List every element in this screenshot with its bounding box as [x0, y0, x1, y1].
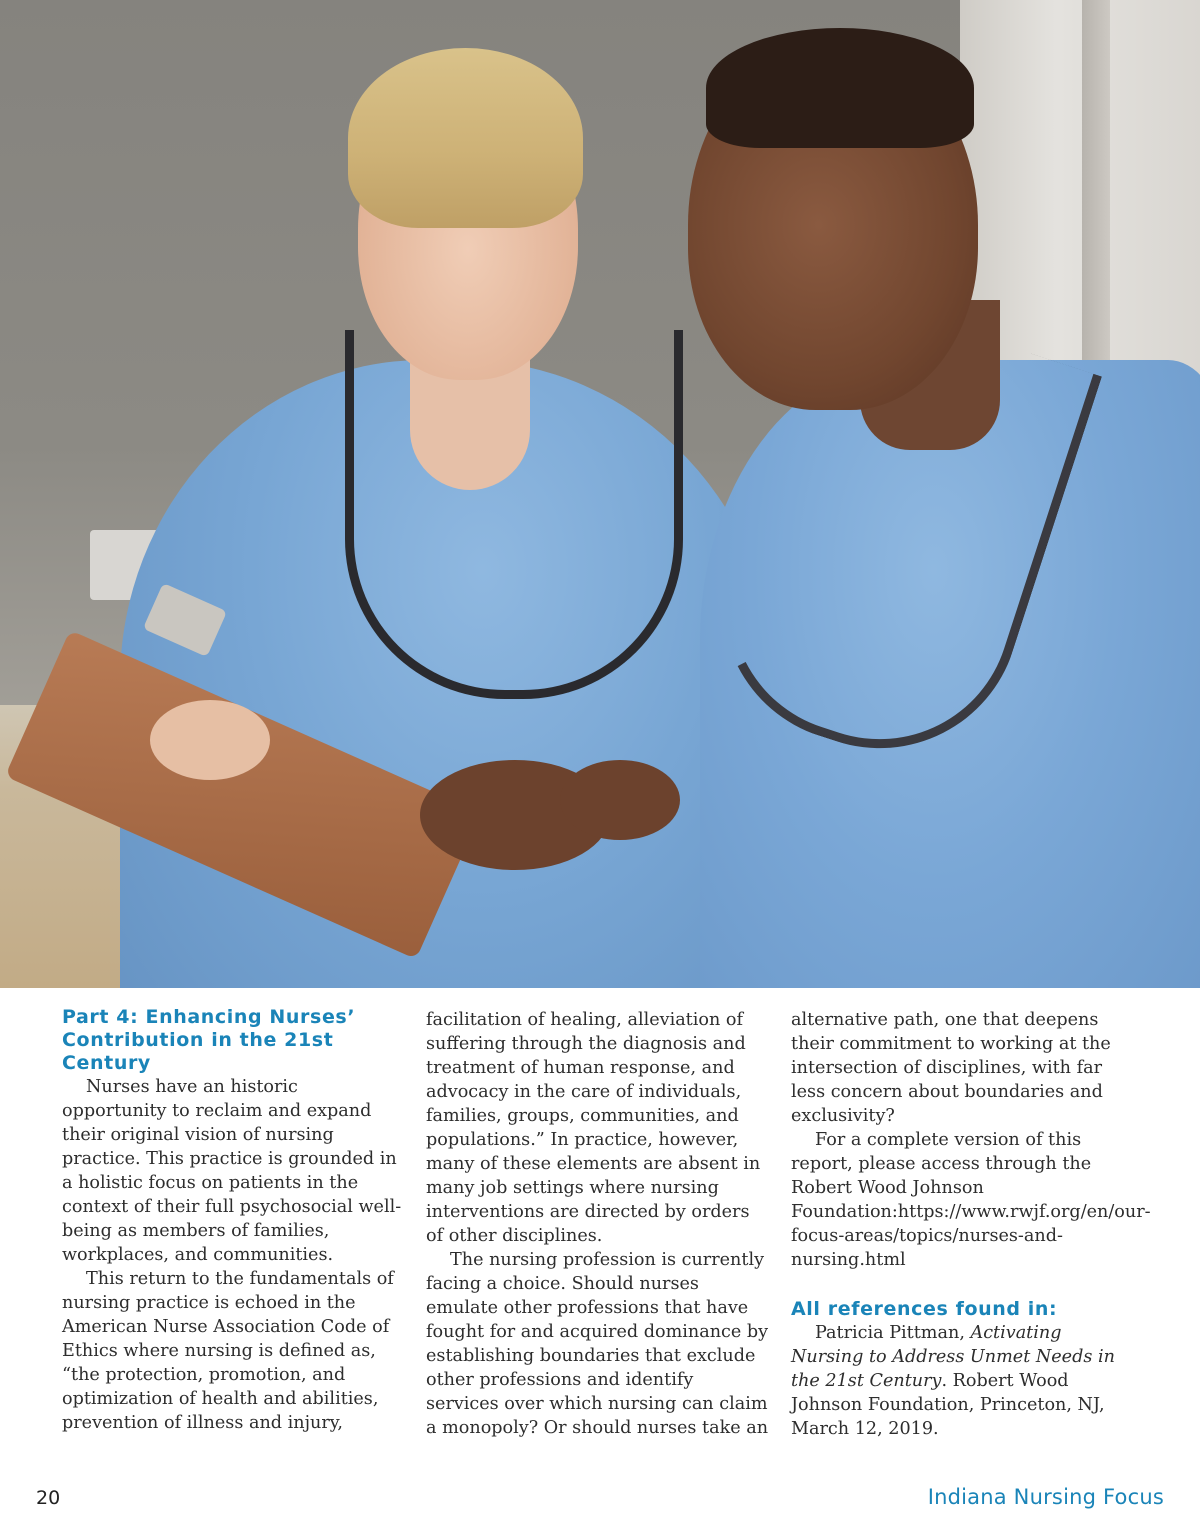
- reference-citation: [791, 1321, 1136, 1441]
- references-heading: All references found in:: [791, 1298, 1058, 1320]
- male-nurse-hand: [560, 760, 680, 840]
- page-number: 20: [36, 1487, 61, 1509]
- article-paragraph: The nursing profession is currently facing a choice. Should nurses emulate other professions that have fought for and acquired dominance by establishing boundaries that exclude other professions and identify services over which nursing can claim a monopoly? Or should nurses take an: [426, 1250, 769, 1438]
- article-paragraph: For a complete version of this report, please access through the Robert Wood Johnson Foundation:https://www.rwjf.org/en/our-focus-areas/topics/nurses-and-nursing.html: [791, 1130, 1151, 1270]
- article-paragraph: Nurses have an historic opportunity to reclaim and expand their original vision of nursing practice. This practice is grounded in a holistic focus on patients in the context of their full psychosocial well-being as members of families, workplaces, and communities.: [62, 1077, 402, 1265]
- stethoscope-icon: [345, 330, 683, 699]
- article-paragraph-continued: facilitation of healing, alleviation of suffering through the diagnosis and treatment of human response, and advocacy in the care of individuals, families, groups, communities, and populations.” In practice, however, many of these elements are absent in many job settings where nursing interventions are directed by orders of other disciplines.: [426, 1010, 761, 1246]
- female-nurse-hair: [348, 48, 583, 228]
- article-paragraph-continued: alternative path, one that deepens their commitment to working at the intersection of disciplines, with far less concern about boundaries and exclusivity?: [791, 1010, 1111, 1126]
- reference-details: . Robert Wood Johnson Foundation, Princeton, NJ, March 12, 2019.: [791, 1371, 1105, 1439]
- reference-title: Activating Nursing to Address Unmet Needs in the 21st Century: [791, 1323, 1115, 1391]
- reference-author: Patricia Pittman,: [815, 1323, 971, 1343]
- female-nurse-hand: [150, 700, 270, 780]
- publication-name: Indiana Nursing Focus: [927, 1485, 1164, 1509]
- article-column-1: [62, 1006, 407, 1435]
- article-column-2: [426, 1008, 771, 1440]
- article-column-3: [791, 1008, 1151, 1441]
- article-heading: Part 4: Enhancing Nurses’ Contribution in the 21st Century: [62, 1006, 356, 1074]
- article-paragraph: This return to the fundamentals of nursing practice is echoed in the American Nurse Association Code of Ethics where nursing is defined as, “the protection, promotion, and optimization of health and abilities, prevention of illness and injury,: [62, 1269, 394, 1433]
- male-nurse-hair: [706, 28, 974, 148]
